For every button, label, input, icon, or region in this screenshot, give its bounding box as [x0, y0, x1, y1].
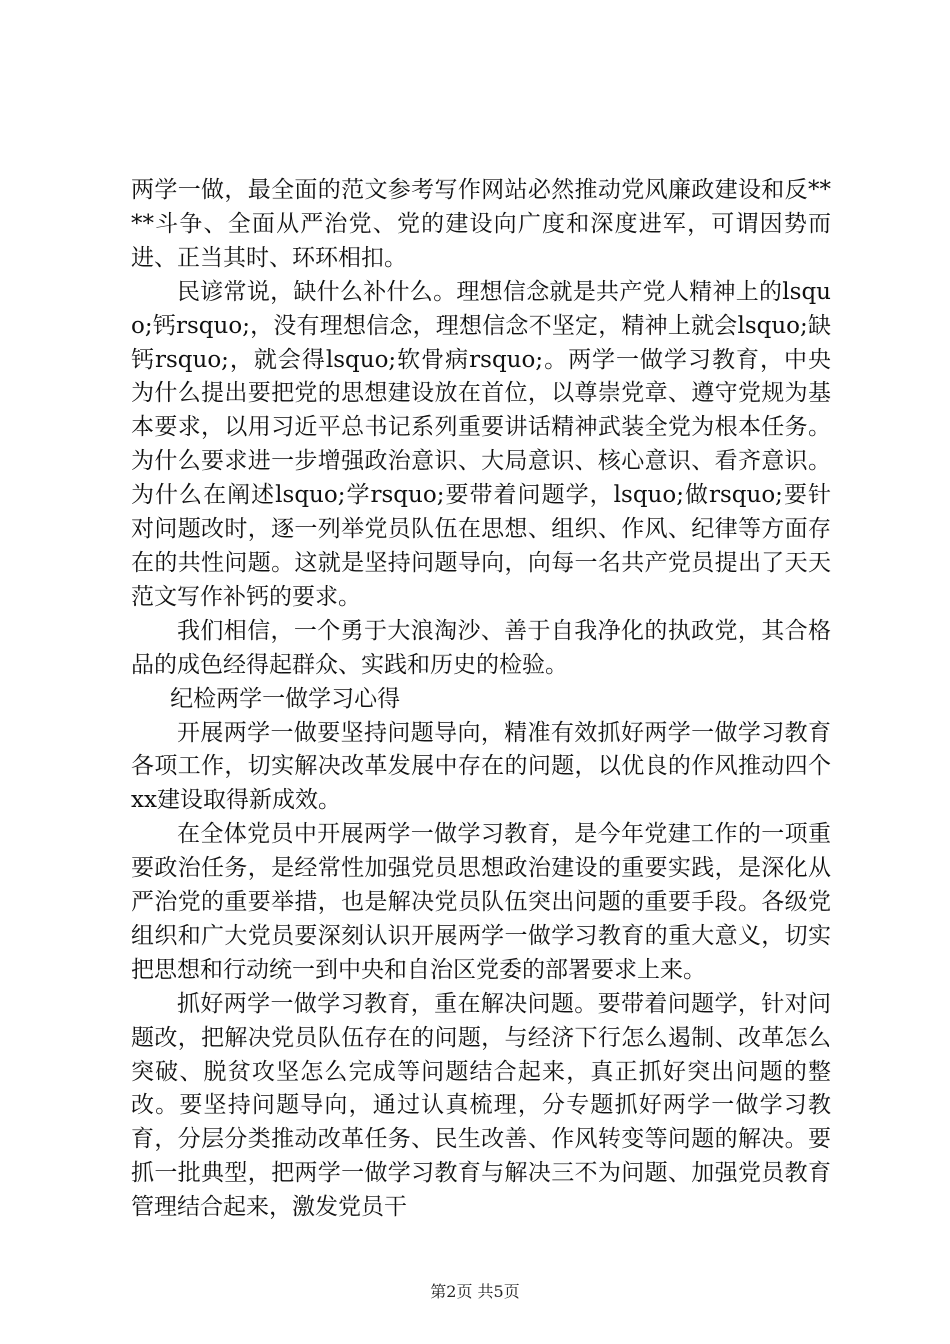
page-number-footer: 第2页 共5页 — [430, 1282, 520, 1301]
paragraph-all-members: 在全体党员中开展两学一做学习教育，是今年党建工作的一项重要政治任务，是经常性加强党员思想政治建设的重要实践，是深化从严治党的重要举措，也是解决党员队伍突出问题的重要手段。各级党组织和广大党员要深刻认识开展两学一做学习教育的重大意义，切实把思想和行动统一到中央和自治区党委的部署要求上来。 — [131, 821, 831, 983]
document-body — [131, 174, 831, 1225]
paragraph-belief: 我们相信，一个勇于大浪淘沙、善于自我净化的执政党，其合格品的成色经得起群众、实践和历史的检验。 — [131, 617, 831, 678]
paragraph-problem-oriented: 开展两学一做要坚持问题导向，精准有效抓好两学一做学习教育各项工作，切实解决改革发展中存在的问题，以优良的作风推动四个xx建设取得新成效。 — [131, 719, 831, 814]
paragraph-continuation: 两学一做，最全面的范文参考写作网站必然推动党风廉政建设和反****斗争、全面从严治党、党的建设向广度和深度进军，可谓因势而进、正当其时、环环相扣。 — [131, 177, 831, 271]
paragraph-solve-problems: 抓好两学一做学习教育，重在解决问题。要带着问题学，针对问题改，把解决党员队伍存在的问题，与经济下行怎么遏制、改革怎么突破、脱贫攻坚怎么完成等问题结合起来，真正抓好突出问题的整改。要坚持问题导向，通过认真梳理，分专题抓好两学一做学习教育，分层分类推动改革任务、民生改善、作风转变等问题的解决。要抓一批典型，把两学一做学习教育与解决三不为问题、加强党员教育管理结合起来，激发党员干 — [131, 990, 831, 1221]
paragraph-proverb: 民谚常说，缺什么补什么。理想信念就是共产党人精神上的lsquo;钙rsquo;，没有理想信念，理想信念不坚定，精神上就会lsquo;缺钙rsquo;，就会得lsquo;软骨病rsquo;。两学一做学习教育，中央为什么提出要把党的思想建设放在首位，以尊崇党章、遵守党规为基本要求，以用习近平总书记系列重要讲话精神武装全党为根本任务。为什么要求进一步增强政治意识、大局意识、核心意识、看齐意识。为什么在阐述lsquo;学rsquo;要带着问题学，lsquo;做rsquo;要针对问题改时，逐一列举党员队伍在思想、组织、作风、纪律等方面存在的共性问题。这就是坚持问题导向，向每一名共产党员提出了天天范文写作补钙的要求。 — [131, 278, 831, 610]
section-heading: 纪检两学一做学习心得 — [170, 685, 401, 712]
